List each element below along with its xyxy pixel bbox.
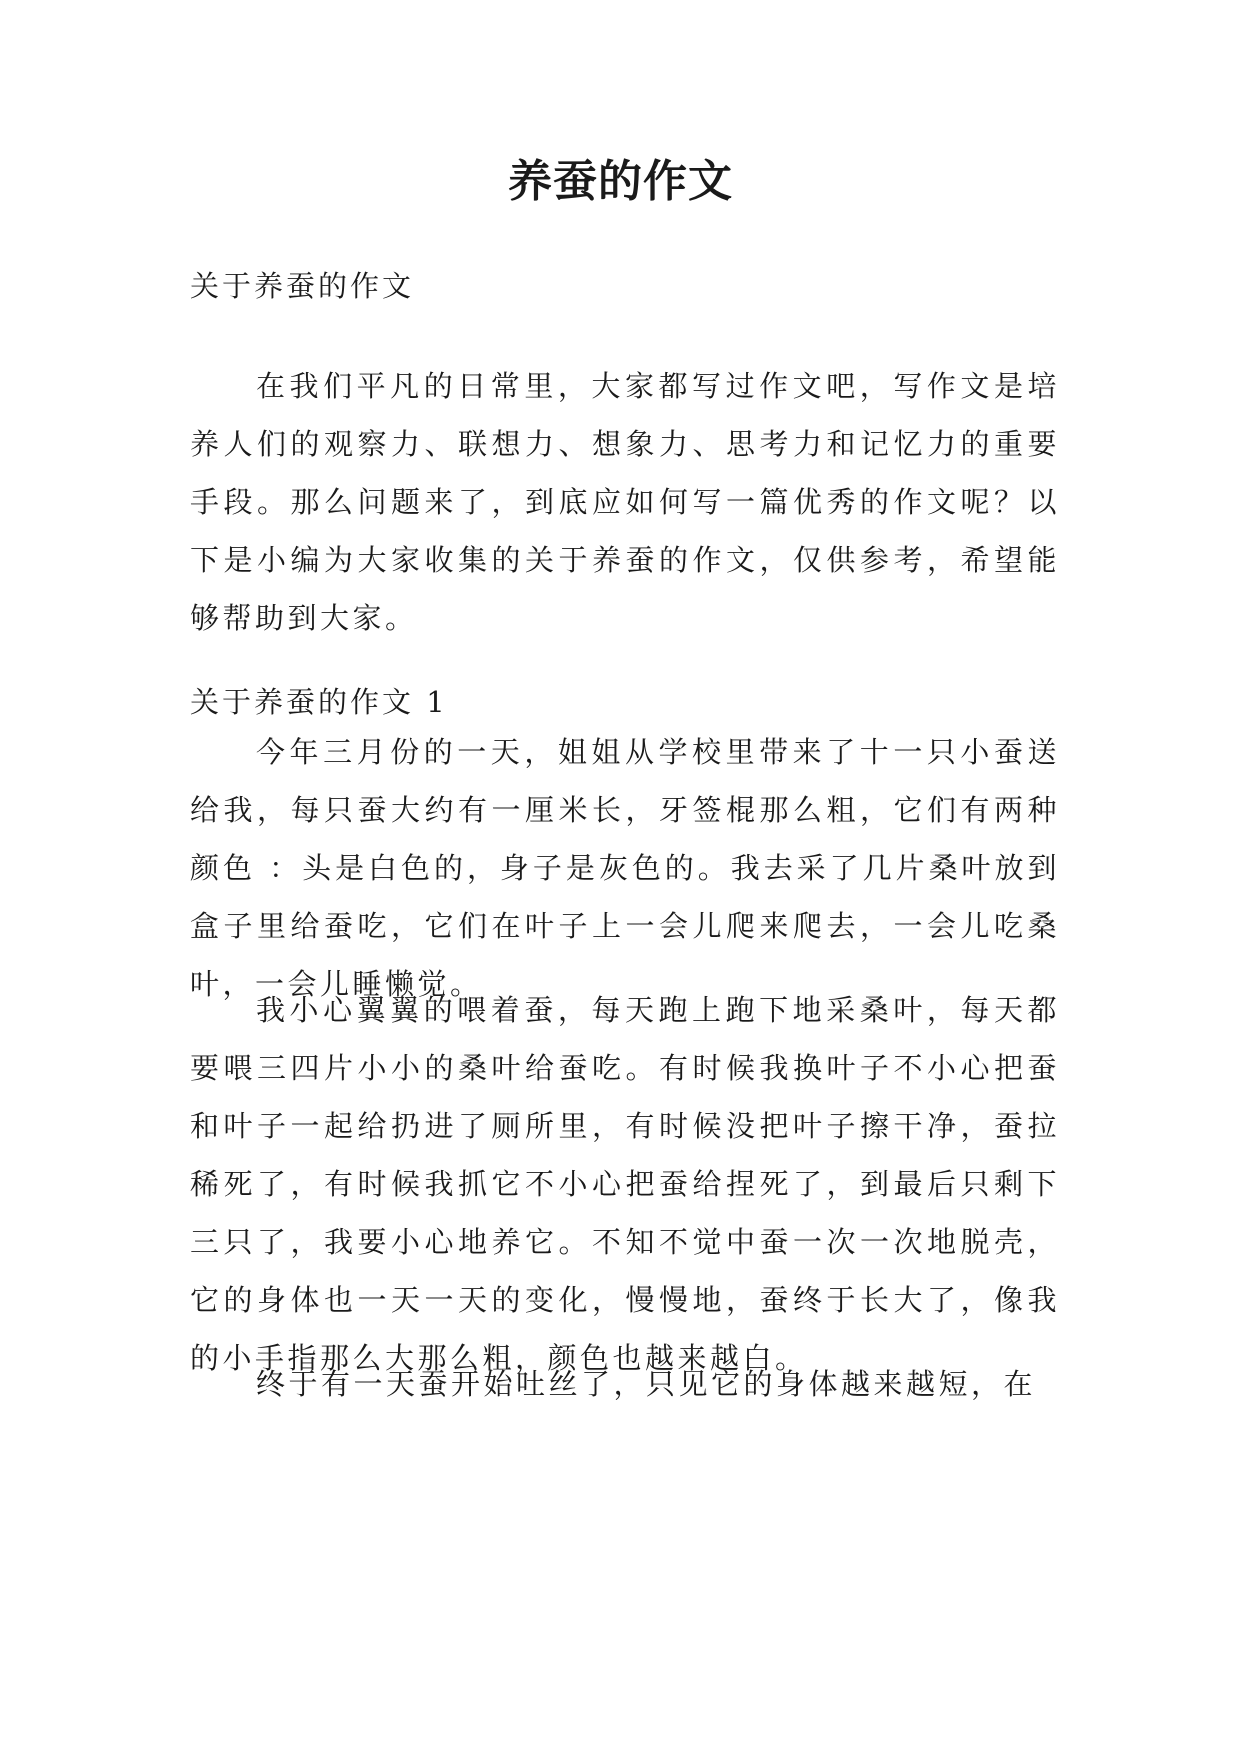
intro-paragraph: 在我们平凡的日常里，大家都写过作文吧，写作文是培养人们的观察力、联想力、想象力、思考力和记忆力的重要手段。那么问题来了，到底应如何写一篇优秀的作文呢？以下是小编为大家收集的关于养蚕的作文，仅供参考，希望能够帮助到大家。: [190, 369, 1060, 635]
subheading: 关于养蚕的作文: [190, 269, 415, 303]
document-title: 养蚕的作文: [508, 156, 733, 207]
essay1-paragraph: 今年三月份的一天，姐姐从学校里带来了十一只小蚕送给我，每只蚕大约有一厘米长，牙签棍那么粗，它们有两种颜色 ：头是白色的，身子是灰色的。我去采了几片桑叶放到盒子里给蚕吃，它们在叶子上一会儿爬来爬去，一会儿吃桑叶，一会儿睡懒觉。: [190, 735, 1060, 1001]
essay1-paragraph: 我小心翼翼的喂着蚕，每天跑上跑下地采桑叶，每天都要喂三四片小小的桑叶给蚕吃。有时候我换叶子不小心把蚕和叶子一起给扔进了厕所里，有时候没把叶子擦干净，蚕拉稀死了，有时候我抓它不小心把蚕给捏死了，到最后只剩下三只了，我要小心地养它。不知不觉中蚕一次一次地脱壳，它的身体也一天一天的变化，慢慢地，蚕终于长大了，像我的小手指那么大那么粗，颜色也越来越白。: [190, 993, 1060, 1375]
essay1-heading: 关于养蚕的作文 1: [190, 685, 448, 719]
essay1-paragraph: 终于有一天蚕开始吐丝了，只见它的身体越来越短，在: [256, 1367, 1037, 1401]
